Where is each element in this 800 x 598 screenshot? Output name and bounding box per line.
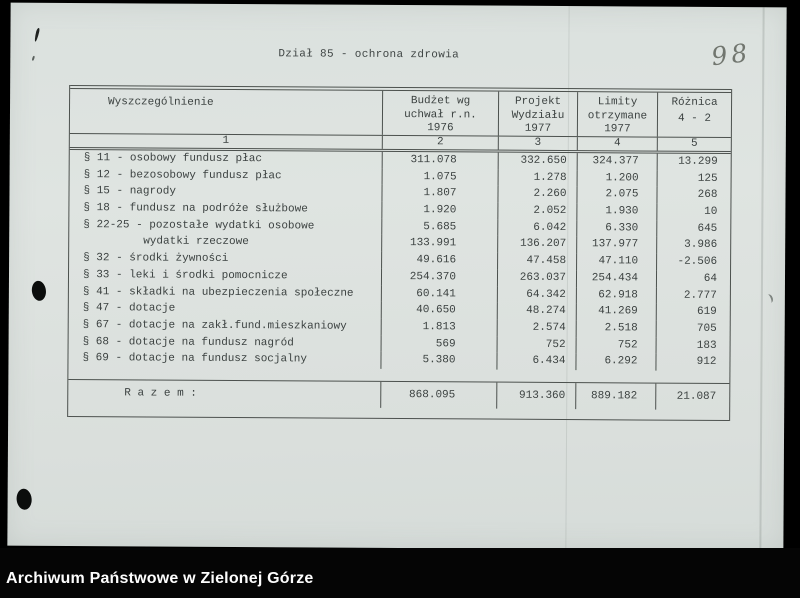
cell-difference: 10 [656, 204, 730, 221]
cell-limits-1977: 2.075 [576, 186, 656, 203]
cell-difference: 125 [657, 170, 731, 187]
row-label: § 67 - dotacje na zakł.fund.mieszkaniowy [82, 318, 347, 333]
column-header-limits-1977: Limity otrzymane 1977 [577, 92, 657, 136]
cell-limits-1977: 47.110 [576, 253, 656, 270]
cell-difference: 268 [656, 187, 730, 204]
hole-punch-bottom [16, 488, 33, 510]
cell-difference: 2.777 [656, 287, 730, 304]
pen-mark [764, 293, 774, 304]
hole-punch-top [31, 280, 48, 302]
cell-limits-1977: 41.269 [576, 303, 656, 320]
column-number: 1 [222, 134, 230, 147]
pen-mark [34, 28, 40, 42]
cell-project-1977: 752 [497, 336, 576, 353]
pen-mark [32, 56, 35, 61]
cell-difference: 3.986 [656, 237, 730, 254]
cell-project-1977: 332.650 [498, 153, 577, 170]
cell-difference: 64 [656, 270, 730, 287]
cell-budget-1976: 1.920 [381, 202, 497, 219]
cell-project-1977: 136.207 [497, 236, 576, 253]
total-budget-1976: 868.095 [380, 382, 496, 409]
cell-budget-1976: 133.991 [381, 235, 497, 252]
cell-budget-1976: 49.616 [381, 252, 497, 269]
row-label: § 12 - bezosobowy fundusz płac [83, 168, 282, 182]
cell-budget-1976: 40.650 [381, 302, 497, 319]
total-difference: 21.087 [655, 383, 729, 409]
cell-budget-1976: 1.807 [381, 185, 497, 202]
cell-project-1977: 47.458 [497, 253, 576, 270]
cell-budget-1976: 60.141 [381, 285, 497, 302]
row-label: § 33 - leki i środki pomocnicze [82, 268, 288, 283]
fold-crease [759, 7, 764, 550]
total-label: R a z e m : [124, 387, 197, 400]
total-project-1977: 913.360 [496, 382, 575, 408]
row-label: § 41 - składki na ubezpieczenia społeczne [82, 285, 354, 300]
table-header-row [70, 89, 731, 137]
cell-budget-1976: 5.685 [381, 219, 497, 236]
cell-project-1977: 6.042 [497, 219, 576, 236]
cell-project-1977: 48.274 [497, 303, 576, 320]
budget-table [67, 85, 732, 421]
column-header-budget-1976: Budżet wg uchwał r.n. 1976 [382, 91, 498, 136]
row-label: § 68 - dotacje na fundusz nagród [82, 335, 294, 349]
cell-difference: 645 [656, 220, 730, 237]
cell-budget-1976: 311.078 [382, 152, 498, 169]
column-header-difference: Różnica 4 - 2 [657, 93, 731, 137]
cell-budget-1976: 254.370 [381, 269, 497, 286]
cell-budget-1976: 1.075 [382, 169, 498, 186]
row-label: § 11 - osobowy fundusz płac [83, 152, 262, 166]
cell-budget-1976: 1.813 [381, 319, 497, 336]
column-header-project-1977: Projekt Wydziału 1977 [498, 92, 577, 136]
handwritten-page-number: 98 [709, 37, 753, 72]
cell-difference: 183 [656, 337, 730, 354]
cell-limits-1977: 752 [576, 337, 656, 354]
cell-limits-1977: 254.434 [576, 270, 656, 287]
cell-limits-1977: 6.292 [575, 353, 655, 370]
cell-limits-1977: 62.918 [576, 287, 656, 304]
cell-limits-1977: 6.330 [576, 220, 656, 237]
archive-name: Archiwum Państwowe w Zielonej Górze [6, 570, 314, 587]
document-title: Dział 85 - ochrona zdrowia [278, 48, 460, 62]
column-number: 5 [657, 138, 731, 151]
column-number: 3 [498, 137, 577, 150]
cell-difference: 912 [655, 354, 729, 371]
cell-project-1977: 1.278 [498, 169, 577, 186]
row-label: § 47 - dotacje [82, 302, 176, 315]
row-label: § 32 - środki żywności [83, 252, 229, 266]
cell-project-1977: 2.052 [497, 203, 576, 220]
row-label: § 15 - nagrody [83, 185, 176, 199]
row-label: § 18 - fundusz na podróże służbowe [83, 202, 308, 216]
column-header-specification: Wyszczególnienie [108, 96, 214, 109]
cell-project-1977: 2.574 [497, 319, 576, 336]
row-label: § 22-25 - pozostałe wydatki osobowe [83, 218, 315, 233]
cell-limits-1977: 2.518 [576, 320, 656, 337]
cell-project-1977: 2.260 [497, 186, 576, 203]
cell-budget-1976: 569 [381, 335, 497, 352]
column-number: 2 [382, 136, 498, 150]
cell-limits-1977: 1.930 [576, 203, 656, 220]
cell-limits-1977: 324.377 [577, 153, 657, 170]
total-limits-1977: 889.182 [575, 383, 655, 409]
cell-difference: 13.299 [657, 154, 731, 171]
cell-budget-1976: 5.380 [380, 352, 496, 369]
cell-limits-1977: 1.200 [577, 170, 657, 187]
cell-project-1977: 263.037 [497, 269, 576, 286]
total-row [68, 379, 729, 410]
archive-footer-bar [0, 548, 800, 598]
cell-difference: -2.506 [656, 254, 730, 271]
row-label: § 69 - dotacje na fundusz socjalny [82, 352, 307, 366]
cell-project-1977: 64.342 [497, 286, 576, 303]
row-label: wydatki rzeczowe [143, 235, 249, 249]
cell-project-1977: 6.434 [496, 353, 575, 370]
column-number: 4 [577, 137, 657, 150]
cell-limits-1977: 137.977 [576, 237, 656, 254]
document-page [7, 3, 786, 551]
cell-difference: 619 [656, 304, 730, 321]
cell-difference: 705 [656, 320, 730, 337]
